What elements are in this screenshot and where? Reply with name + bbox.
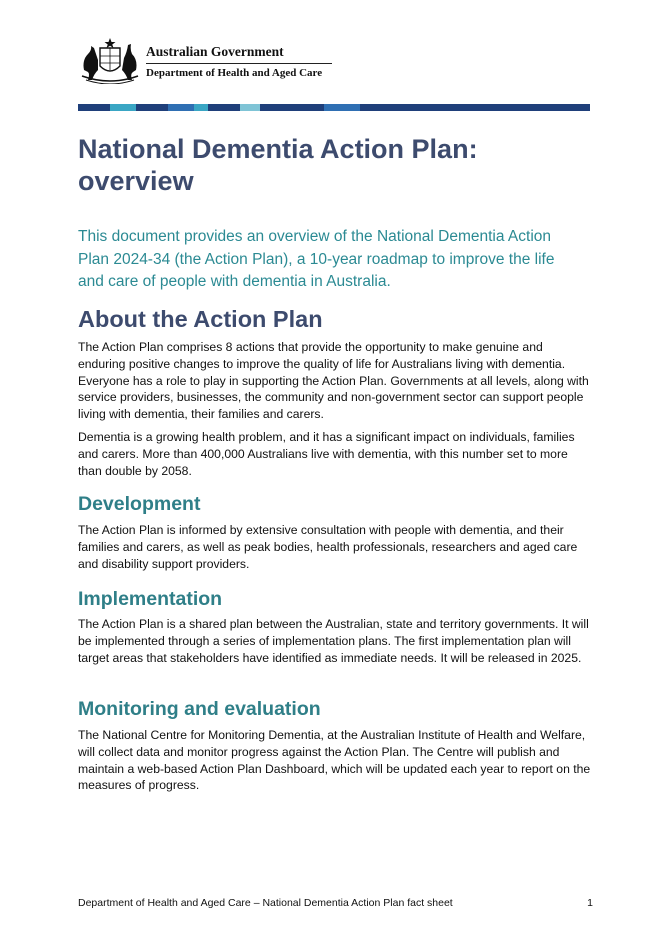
development-paragraph: The Action Plan is informed by extensive consultation with people with dementia, and their families and carers, as well as peak bodies, health professionals, researchers and aged care and disability support providers. xyxy=(78,523,578,571)
stripe-segment xyxy=(194,104,208,111)
stripe-segment xyxy=(110,104,136,111)
intro-paragraph: This document provides an overview of the National Dementia Action Plan 2024-34 (the Action Plan), a 10-year roadmap to improve the life and care of people with dementia in Australia. xyxy=(78,228,555,290)
page-number: 1 xyxy=(587,897,593,909)
about-paragraph-1: The Action Plan comprises 8 actions that provide the opportunity to make genuine and enduring positive changes to improve the quality of life for Australians living with dementia. Everyone has a role to play in supporting the Action Plan. Governments at all levels, along with service providers, businesses, the community and non-government sector can support people living with dementia, their families and carers. xyxy=(78,340,589,422)
stripe-segment xyxy=(360,104,590,111)
government-name: Australian Government xyxy=(146,44,284,59)
stripe-segment xyxy=(208,104,240,111)
stripe-segment xyxy=(168,104,194,111)
about-paragraph-2: Dementia is a growing health problem, and it has a significant impact on individuals, families and carers. More than 400,000 Australians live with dementia, with this number set to more than double by 2058. xyxy=(78,430,575,478)
header-color-stripe xyxy=(78,104,590,111)
department-name: Department of Health and Aged Care xyxy=(146,67,323,79)
stripe-segment xyxy=(260,104,324,111)
stripe-segment xyxy=(136,104,168,111)
implementation-heading: Implementation xyxy=(78,588,223,610)
monitoring-heading: Monitoring and evaluation xyxy=(78,698,321,720)
stripe-segment xyxy=(324,104,360,111)
page-footer xyxy=(78,897,593,909)
about-heading: About the Action Plan xyxy=(78,306,323,332)
footer-text: Department of Health and Aged Care – National Dementia Action Plan fact sheet xyxy=(78,897,453,909)
government-logo xyxy=(78,36,338,84)
stripe-segment xyxy=(78,104,110,111)
stripe-segment xyxy=(240,104,260,111)
development-heading: Development xyxy=(78,493,201,515)
coat-of-arms-icon xyxy=(78,36,142,84)
page-title: National Dementia Action Plan: overview xyxy=(78,134,478,196)
monitoring-paragraph: The National Centre for Monitoring Dementia, at the Australian Institute of Health and Welfare, will collect data and monitor progress against the Action Plan. The Centre will publish and maintain a web-based Action Plan Dashboard, which will be updated each year to report on the measures of progress. xyxy=(78,728,591,793)
implementation-paragraph: The Action Plan is a shared plan between the Australian, state and territory governments. It will be implemented through a series of implementation plans. The first implementation plan will target areas that stakeholders have identified as immediate needs. It will be released in 2025. xyxy=(78,617,589,665)
header-divider xyxy=(146,63,332,64)
